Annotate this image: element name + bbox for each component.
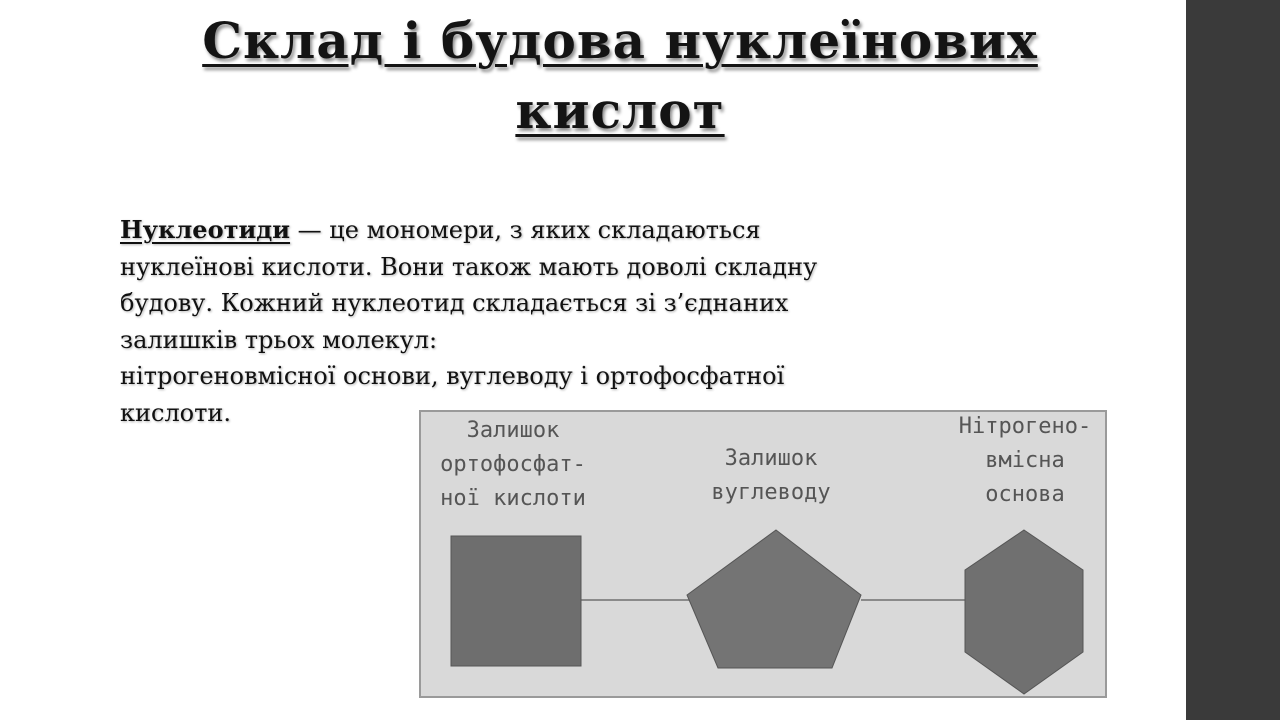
body-line-6: кислоти. — [120, 398, 232, 427]
base-label-line-3: основа — [985, 482, 1065, 507]
title-line-2: кислот — [515, 81, 725, 140]
phosphate-label-line-1: Залишок — [466, 418, 560, 443]
base-label-line-2: вмісна — [985, 448, 1065, 473]
body-line-1-rest: — це мономери, з яких складаються — [290, 216, 761, 244]
sugar-label-line-1: Залишок — [724, 446, 818, 471]
title-line-1: Склад і будова нуклеїнових — [202, 11, 1038, 70]
body-paragraph — [120, 212, 1020, 431]
term-nucleotides: Нуклеотиди — [120, 215, 291, 244]
sugar-label — [681, 442, 861, 510]
body-line-2: нуклеїнові кислоти. Вони також мають доволі складну — [120, 252, 818, 281]
sugar-label-line-2: вуглеводу — [711, 480, 831, 505]
phosphate-label-line-3: ної кислоти — [440, 486, 586, 511]
right-side-bar — [1186, 0, 1280, 720]
base-label-line-1: Нітрогено- — [958, 414, 1092, 439]
body-line-1 — [120, 212, 1020, 249]
nucleotide-diagram — [419, 410, 1107, 698]
phosphate-square-shape — [451, 536, 581, 666]
phosphate-label-line-2: ортофосфат- — [440, 452, 586, 477]
body-line-5: нітрогеновмісної основи, вуглеводу і ортофосфатної — [120, 362, 785, 390]
base-label — [941, 410, 1109, 512]
slide-title — [120, 6, 1120, 146]
body-line-4: залишків трьох молекул: — [120, 325, 438, 354]
body-line-3: будову. Кожний нуклеотид складається зі з’єднаних — [120, 289, 789, 317]
sugar-pentagon-shape — [687, 530, 861, 668]
phosphate-label — [423, 414, 603, 516]
base-hexagon-shape — [965, 530, 1083, 694]
